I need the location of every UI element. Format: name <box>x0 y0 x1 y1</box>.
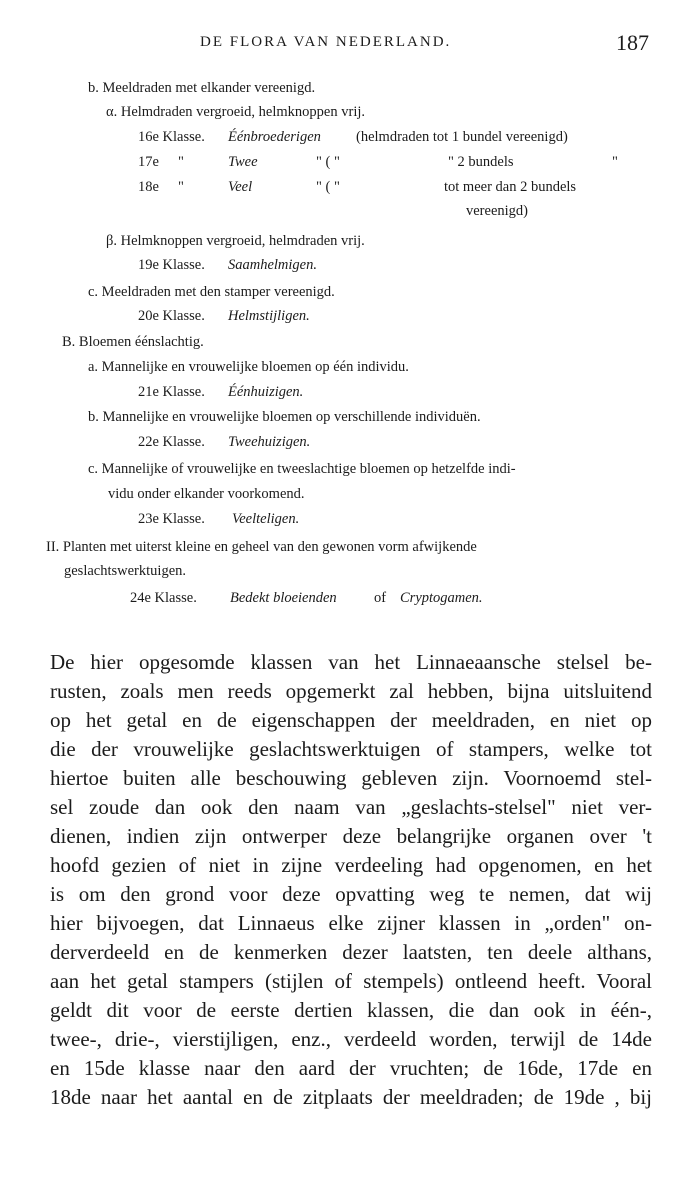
class-name <box>228 433 310 451</box>
paragraph-line: rusten, zoals men reeds opgemerkt zal hebben, bijna uitsluitend <box>50 679 652 703</box>
class-name-text: Éénhuizigen. <box>228 384 304 400</box>
class-name-text: Tweehuizigen. <box>228 434 311 450</box>
key-line: c. Mannelijke of vrouwelijke en tweeslachtige bloemen op hetzelfde indi- <box>88 461 516 477</box>
class-name <box>232 510 299 528</box>
page-number: 187 <box>616 30 649 55</box>
paragraph-line: hier bijvoegen, dat Linnaeus elke zijner klassen in „orden" on- <box>50 911 652 935</box>
class-number: 23e Klasse. <box>138 511 205 527</box>
paragraph-line: hoofd gezien of niet in zijne verdeeling had opgenomen, en het <box>50 853 652 877</box>
class-number: 21e Klasse. <box>138 384 205 400</box>
paragraph-line: en 15de klasse naar den aard der vruchten; de 16de, 17de en <box>50 1056 652 1080</box>
paragraph-line: twee-, drie-, vierstijligen, enz., verdeeld worden, terwijl de 14de <box>50 1027 652 1051</box>
class-name-text: Cryptogamen. <box>400 590 483 606</box>
paragraph-line: geldt dit voor de eerste dertien klassen, die dan ook in één-, <box>50 998 652 1022</box>
class-note: tot meer dan 2 bundels <box>444 179 577 195</box>
class-name-text: Bedekt bloeienden <box>230 590 337 606</box>
class-name <box>228 178 252 196</box>
key-line: B. Bloemen éénslachtig. <box>62 334 204 350</box>
class-name <box>400 589 483 607</box>
ditto-mark: " <box>178 154 184 170</box>
paragraph-line: sel zoude dan ook den naam van „geslachts-stelsel" niet ver- <box>50 795 652 819</box>
key-line: II. Planten met uiterst kleine en geheel van den gewonen vorm afwijkende <box>46 539 477 555</box>
class-number: 19e Klasse. <box>138 257 205 273</box>
class-name-text: Veel <box>228 179 253 195</box>
class-name <box>228 307 310 325</box>
ditto-mark: " ( " <box>316 154 340 170</box>
class-name-text: Saamhelmigen. <box>228 257 317 273</box>
ditto-mark: " <box>178 179 184 195</box>
paragraph-line: dienen, indien zijn ontwerper deze belangrijke organen over 't <box>50 824 652 848</box>
key-line: α. Helmdraden vergroeid, helmknoppen vrij. <box>106 104 365 120</box>
paragraph-line: hiertoe buiten alle beschouwing gebleven zijn. Voornoemd stel- <box>50 766 652 790</box>
running-title: DE FLORA VAN NEDERLAND. <box>200 34 452 50</box>
paragraph-line: 18de naar het aantal en de zitplaats der meeldraden; de 19de , bij <box>50 1085 652 1109</box>
class-name <box>228 256 317 274</box>
class-name <box>228 383 303 401</box>
paragraph-line: aan het getal stampers (stijlen of stempels) ontleend heeft. Vooral <box>50 969 652 993</box>
class-name <box>228 128 321 146</box>
key-line: b. Mannelijke en vrouwelijke bloemen op verschillende individuën. <box>88 409 481 425</box>
class-name <box>230 589 337 607</box>
paragraph-line: derverdeeld en de kenmerken dezer laatsten, ten deele althans, <box>50 940 652 964</box>
key-line: β. Helmknoppen vergroeid, helmdraden vrij. <box>106 233 365 249</box>
class-number: 17e <box>138 154 159 170</box>
key-line: geslachtswerktuigen. <box>64 563 187 579</box>
key-line: c. Meeldraden met den stamper vereenigd. <box>88 284 335 300</box>
class-name-text: Éénbroederigen <box>228 129 321 145</box>
paragraph-line: die der vrouwelijke geslachtswerktuigen of stampers, welke tot <box>50 737 652 761</box>
class-note: vereenigd) <box>466 203 528 219</box>
key-line: vidu onder elkander voorkomend. <box>108 486 305 502</box>
class-note: (helmdraden tot 1 bundel vereenigd) <box>356 129 568 145</box>
key-line: b. Meeldraden met elkander vereenigd. <box>88 80 316 96</box>
ditto-mark: " <box>612 154 618 170</box>
class-number: 24e Klasse. <box>130 590 197 606</box>
key-word: of <box>374 590 387 606</box>
class-name-text: Veelteligen. <box>232 511 300 527</box>
class-number: 20e Klasse. <box>138 308 205 324</box>
class-number: 18e <box>138 179 159 195</box>
paragraph-line: De hier opgesomde klassen van het Linnaeaansche stelsel be- <box>50 650 652 674</box>
paragraph-line: is om den grond voor deze opvatting weg te nemen, dat wij <box>50 882 652 906</box>
class-name-text: Twee <box>228 154 258 170</box>
paragraph-line: op het getal en de eigenschappen der meeldraden, en niet op <box>50 708 652 732</box>
class-number: 22e Klasse. <box>138 434 205 450</box>
ditto-mark: " ( " <box>316 179 340 195</box>
key-line: a. Mannelijke en vrouwelijke bloemen op één individu. <box>88 359 409 375</box>
class-note: " 2 bundels <box>448 154 514 170</box>
class-number: 16e Klasse. <box>138 129 205 145</box>
class-name-text: Helmstijligen. <box>228 308 310 324</box>
class-name <box>228 153 258 171</box>
